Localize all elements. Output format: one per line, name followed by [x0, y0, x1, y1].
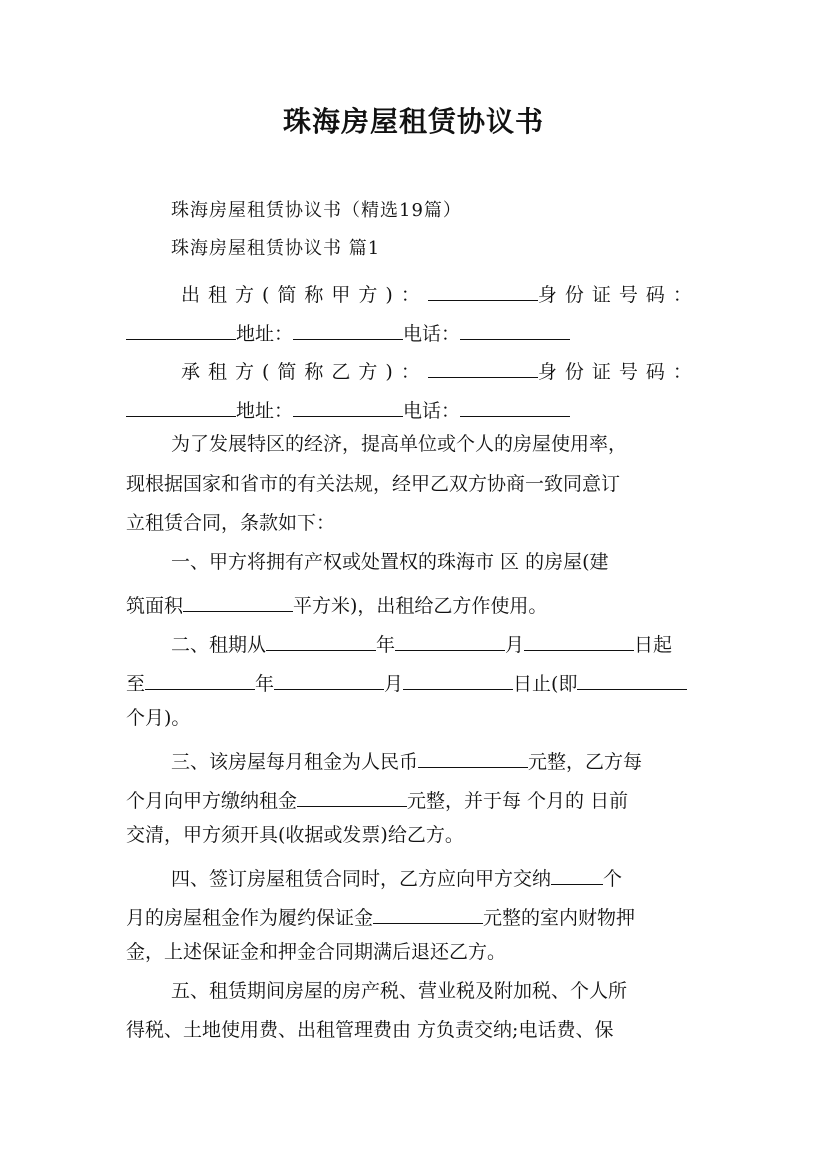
- clause-3-line-3: 交清，甲方须开具(收据或发票)给乙方。: [126, 824, 464, 846]
- end-day-blank: [403, 670, 513, 690]
- clause-4-line-3: 金，上述保证金和押金合同期满后退还乙方。: [126, 941, 507, 963]
- deposit-months-blank: [551, 865, 603, 885]
- area-blank: [183, 592, 293, 612]
- deposit-amount-blank: [373, 904, 483, 924]
- clause-1-line-1: 一、甲方将拥有产权或处置权的珠海市 区 的房屋(建: [171, 551, 609, 573]
- term-months-blank: [577, 670, 687, 690]
- document-title: 珠海房屋租赁协议书: [282, 105, 544, 138]
- clause-3-line-1: 三、该房屋每月租金为人民币 元整，乙方每: [171, 748, 642, 772]
- clause-2-line-2: 至 年 月 日止(即: [126, 670, 687, 694]
- lessor-id-label: 身份证号码：: [537, 284, 700, 306]
- lessor-address-label: 地址：: [236, 323, 294, 345]
- preamble-line-1: 为了发展特区的经济，提高单位或个人的房屋使用率，: [171, 433, 628, 455]
- preamble-line-3: 立租赁合同，条款如下：: [126, 512, 336, 534]
- clause-2-line-3: 个月)。: [126, 707, 191, 729]
- area-suffix: 平方米)，出租给乙方作使用。: [293, 595, 548, 617]
- rent-payment-blank: [297, 787, 407, 807]
- clause-4-line-2: 月的房屋租金作为履约保证金 元整的室内财物押: [126, 904, 635, 928]
- end-year-blank: [145, 670, 255, 690]
- monthly-rent-blank: [418, 748, 528, 768]
- clause-5-line-1: 五、租赁期间房屋的房产税、营业税及附加税、个人所: [171, 980, 628, 1002]
- start-year-blank: [266, 631, 376, 651]
- area-label: 筑面积: [126, 595, 184, 617]
- clause-5-line-2: 得税、土地使用费、出租管理费由 方负责交纳;电话费、保: [126, 1019, 614, 1041]
- start-month-blank: [395, 631, 505, 651]
- lessor-phone-label: 电话：: [403, 323, 461, 345]
- lessor-address-line: [126, 320, 570, 344]
- lessor-line: [181, 281, 700, 305]
- lessee-label: 承租方(简称乙方)：: [181, 361, 428, 383]
- start-day-blank: [524, 631, 634, 651]
- subtitle-article: 珠海房屋租赁协议书 篇1: [171, 238, 381, 259]
- lessor-name-blank: [428, 281, 538, 301]
- lessee-address-blank: [293, 397, 403, 417]
- lessor-phone-blank: [460, 320, 570, 340]
- clause-1-line-2: [126, 592, 547, 616]
- lessee-name-blank: [428, 358, 538, 378]
- subtitle-collection: 珠海房屋租赁协议书（精选19篇）: [171, 200, 462, 221]
- lessee-id-label: 身份证号码：: [537, 361, 700, 383]
- lessor-label: 出租方(简称甲方)：: [181, 284, 428, 306]
- end-month-blank: [274, 670, 384, 690]
- lessee-phone-blank: [460, 397, 570, 417]
- clause-4-line-1: 四、签订房屋租赁合同时，乙方应向甲方交纳 个: [171, 865, 622, 889]
- lessee-address-label: 地址：: [236, 400, 294, 422]
- lessor-id-blank: [126, 320, 236, 340]
- lessee-line: [181, 358, 700, 382]
- clause-3-line-2: 个月向甲方缴纳租金 元整，并于每 个月的 日前: [126, 787, 628, 811]
- clause-2-line-1: 二、租期从 年 月 日起: [171, 631, 672, 655]
- lessee-phone-label: 电话：: [403, 400, 461, 422]
- lessee-id-blank: [126, 397, 236, 417]
- lessor-address-blank: [293, 320, 403, 340]
- lessee-address-line: [126, 397, 570, 421]
- preamble-line-2: 现根据国家和省市的有关法规，经甲乙双方协商一致同意订: [126, 473, 621, 495]
